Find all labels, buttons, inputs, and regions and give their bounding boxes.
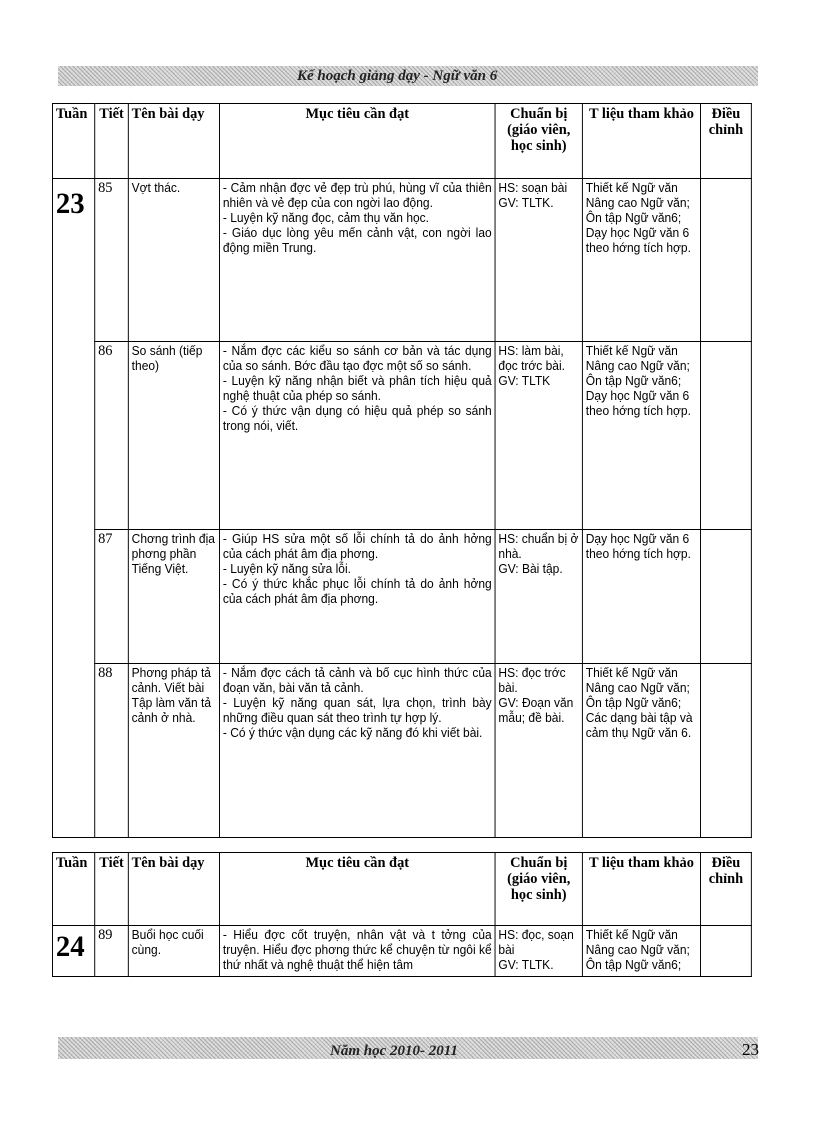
table-row — [52, 179, 751, 342]
goal-line: - Nắm đợc các kiểu so sánh cơ bản và tác dụng của so sánh. Bớc đầu tạo đợc một số so sánh. — [222, 344, 492, 373]
lesson-goals — [220, 664, 496, 838]
preparation — [495, 926, 582, 977]
goal-line: - Có ý thức khắc phục lỗi chính tả do ảnh hởng của cách phát âm địa phơng. — [222, 577, 492, 606]
period-number: 87 — [95, 530, 129, 664]
week-number: 23 — [52, 179, 94, 838]
lesson-title — [128, 926, 219, 977]
lesson-plan-table-week-23 — [52, 103, 752, 838]
references: Thiết kế Ngữ văn Nâng cao Ngữ văn; Ôn tập Ngữ văn6; Các dạng bài tập và cảm thụ Ngữ văn 6. — [582, 664, 700, 838]
references: Thiết kế Ngữ văn Nâng cao Ngữ văn; Ôn tập Ngữ văn6; Dạy học Ngữ văn 6 theo hớng tích hợp. — [582, 342, 700, 530]
table-header-row — [52, 104, 751, 179]
preparation — [495, 179, 582, 342]
references — [582, 926, 700, 977]
prep-line: HS: làm bài, đọc trớc bài. — [498, 344, 565, 373]
goal-line: - Luyện kỹ năng nhận biết và phân tích hiệu quả nghệ thuật của phép so sánh. — [222, 374, 492, 403]
lesson-goals — [220, 530, 496, 664]
table-row — [52, 664, 751, 838]
col-header-references: T liệu tham khảo — [582, 104, 700, 179]
lesson-plan-table-week-24 — [52, 852, 752, 977]
adjustment — [700, 179, 751, 342]
goal-line: - Luyện kỹ năng quan sát, lựa chọn, trình bày những điều quan sát theo trình tự hợp lý. — [222, 696, 492, 725]
prep-line: GV: TLTK — [498, 374, 551, 388]
prep-clip — [498, 928, 579, 974]
col-header-lesson: Tên bài dạy — [128, 104, 219, 179]
period-number: 89 — [95, 926, 129, 977]
col-header-period: Tiết — [95, 104, 129, 179]
col-header-adjustment: Điều chỉnh — [700, 104, 751, 179]
col-header-prep: Chuẩn bị (giáo viên, học sinh) — [495, 104, 582, 179]
lesson-goals — [220, 179, 496, 342]
col-header-lesson: Tên bài dạy — [128, 853, 219, 926]
col-header-week: Tuần — [52, 104, 94, 179]
col-header-adjustment: Điều chỉnh — [700, 853, 751, 926]
goal-line: - Có ý thức vận dụng có hiệu quả phép so sánh trong nói, viết. — [222, 404, 492, 433]
prep-line: GV: TLTK. — [498, 196, 554, 210]
table-row — [52, 926, 751, 977]
col-header-period: Tiết — [95, 853, 129, 926]
prep-line: GV: TLTK. — [498, 958, 554, 972]
goal-line: - Giáo dục lòng yêu mến cảnh vật, con ngời lao động miền Trung. — [222, 226, 492, 255]
lesson-title: Phơng pháp tả cảnh. Viết bài Tập làm văn tả cảnh ở nhà. — [128, 664, 219, 838]
adjustment — [700, 530, 751, 664]
preparation — [495, 664, 582, 838]
col-header-goals: Mục tiêu cần đạt — [220, 104, 496, 179]
references: Dạy học Ngữ văn 6 theo hớng tích hợp. — [582, 530, 700, 664]
col-header-week: Tuần — [52, 853, 94, 926]
goal-line: - Hiểu đợc cốt truyện, nhân vật và t tởng của truyện. Hiểu đợc phơng thức kể chuyện từ ngôi kể thứ nhất và nghệ thuật thể hiện tâm — [222, 928, 492, 972]
week-number: 24 — [52, 926, 94, 977]
period-number: 88 — [95, 664, 129, 838]
page-number: 23 — [742, 1040, 759, 1059]
adjustment — [700, 342, 751, 530]
lesson-goals — [220, 926, 496, 977]
document-header-title: Kế hoạch giảng dạy - Ngữ văn 6 — [297, 68, 498, 84]
adjustment — [700, 664, 751, 838]
prep-line: HS: đọc trớc bài. — [498, 666, 566, 695]
prep-line: HS: chuẩn bị ở nhà. — [498, 532, 579, 561]
col-header-prep: Chuẩn bị (giáo viên, học sinh) — [495, 853, 582, 926]
col-header-references: T liệu tham khảo — [582, 853, 700, 926]
col-header-goals: Mục tiêu cần đạt — [220, 853, 496, 926]
goal-line: - Có ý thức vận dụng các kỹ năng đó khi viết bài. — [222, 726, 483, 740]
adjustment — [700, 926, 751, 977]
goal-line: - Luyện kỹ năng đọc, cảm thụ văn học. — [222, 211, 430, 225]
period-number: 85 — [95, 179, 129, 342]
goal-line: - Giúp HS sửa một số lỗi chính tả do ảnh hởng của cách phát âm địa phơng. — [222, 532, 492, 561]
preparation — [495, 530, 582, 664]
table-row — [52, 530, 751, 664]
goal-line: - Nắm đợc cách tả cảnh và bố cục hình thức của đoạn văn, bài văn tả cảnh. — [222, 666, 492, 695]
lesson-title-text: Buổi học cuối cùng. — [131, 928, 204, 957]
references-text: Thiết kế Ngữ văn Nâng cao Ngữ văn; Ôn tập Ngữ văn6; — [585, 928, 690, 972]
lesson-title: Chơng trình địa phơng phần Tiếng Việt. — [128, 530, 219, 664]
lesson-title: Vợt thác. — [128, 179, 219, 342]
preparation — [495, 342, 582, 530]
table-header-row — [52, 853, 751, 926]
references: Thiết kế Ngữ văn Nâng cao Ngữ văn; Ôn tập Ngữ văn6; Dạy học Ngữ văn 6 theo hớng tích hợp. — [582, 179, 700, 342]
goal-line: - Luyện kỹ năng sửa lỗi. — [222, 562, 351, 576]
prep-line: HS: soạn bài — [498, 181, 568, 195]
table-row — [52, 342, 751, 530]
prep-line: HS: đọc, soạn bài — [498, 928, 574, 957]
goal-line: - Cảm nhận đợc vẻ đẹp trù phú, hùng vĩ của thiên nhiên và vẻ đẹp của con ngời lao động. — [222, 181, 492, 210]
prep-line: GV: Bài tập. — [498, 562, 563, 576]
prep-line: GV: Đoạn văn mẫu; đề bài. — [498, 696, 574, 725]
document-footer-year: Năm học 2010- 2011 — [330, 1043, 458, 1059]
lesson-goals — [220, 342, 496, 530]
lesson-title: So sánh (tiếp theo) — [128, 342, 219, 530]
period-number: 86 — [95, 342, 129, 530]
